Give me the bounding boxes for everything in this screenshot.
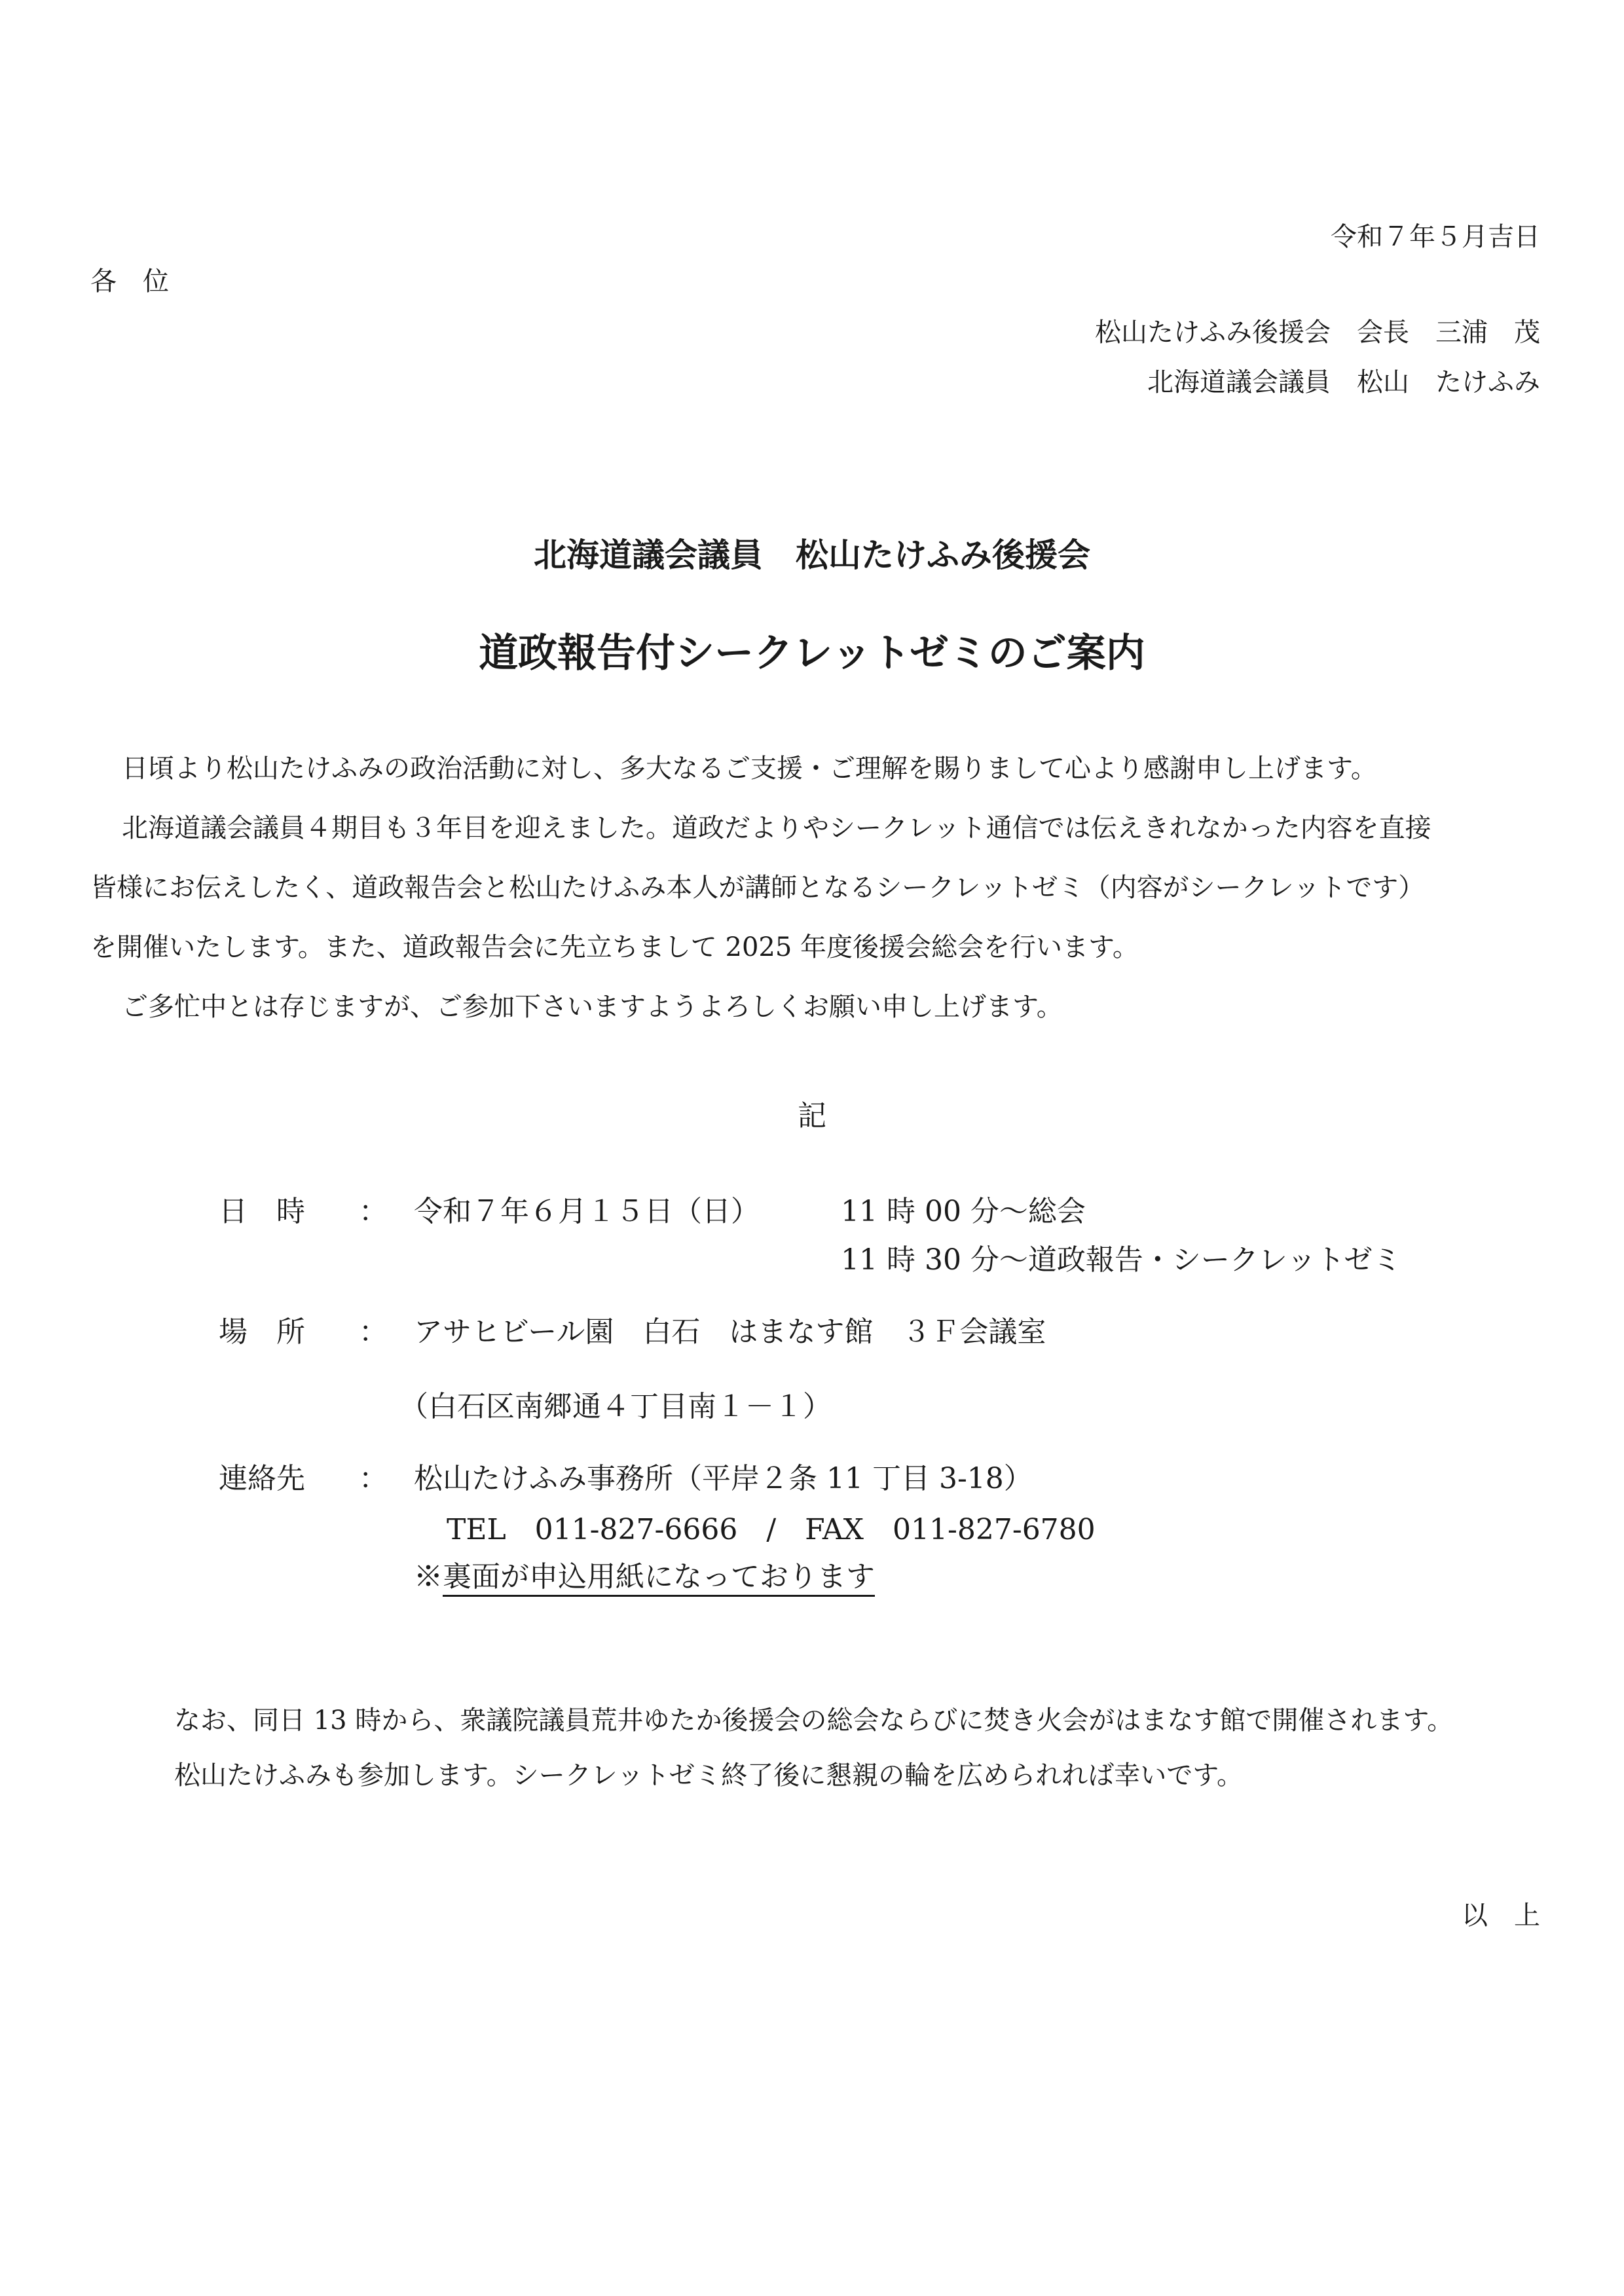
footer-note-line-2: 松山たけふみも参加します。シークレットゼミ終了後に懇親の輪を広められれば幸いです。 (174, 1760, 1243, 1791)
closing-mark: 以 上 (1462, 1901, 1540, 1931)
body-line-5: ご多忙中とは存じますが、ご参加下さいますようよろしくお願い申し上げます。 (122, 992, 1063, 1022)
note-mark: ※ (414, 1560, 443, 1594)
place-address: （白石区南郷通４丁目南１－１） (399, 1390, 832, 1423)
document-date: 令和７年５月吉日 (1331, 222, 1540, 252)
record-mark: 記 (798, 1099, 826, 1133)
body-line-1: 日頃より松山たけふみの政治活動に対し、多大なるご支援・ご理解を賜りまして心より感謝申し上げます。 (122, 754, 1377, 784)
datetime-colon: ： (359, 1195, 388, 1228)
place-label: 場 所 (219, 1315, 305, 1349)
sender-line-2: 北海道議会議員 松山 たけふみ (1147, 367, 1540, 397)
body-line-4: を開催いたします。また、道政報告会に先立ちまして 2025 年度後援会総会を行います。 (90, 932, 1139, 962)
datetime-time-1: 11 時 00 分～総会 (841, 1195, 1086, 1228)
contact-colon: ： (359, 1462, 388, 1495)
contact-label: 連絡先 (219, 1462, 305, 1495)
body-line-2: 北海道議会議員４期目も３年目を迎えました。道政だよりやシークレット通信では伝えきれなかった内容を直接 (122, 813, 1431, 843)
body-line-3: 皆様にお伝えしたく、道政報告会と松山たけふみ本人が講師となるシークレットゼミ（内容がシークレットです） (90, 873, 1425, 903)
reverse-side-note: 裏面が申込用紙になっております (443, 1560, 875, 1597)
sender-line-1: 松山たけふみ後援会 会長 三浦 茂 (1095, 318, 1540, 348)
place-colon: ： (359, 1315, 388, 1349)
contact-note (414, 1553, 875, 1595)
addressee: 各 位 (90, 266, 169, 297)
document-title-organization: 北海道議会議員 松山たけふみ後援会 (534, 536, 1090, 574)
datetime-label: 日 時 (219, 1195, 305, 1228)
contact-phone-fax: TEL 011-827-6666 / FAX 011-827-6780 (447, 1513, 1096, 1546)
footer-note-line-1: なお、同日 13 時から、衆議院議員荒井ゆたか後援会の総会ならびに焚き火会がはまなす館で開催されます。 (174, 1705, 1454, 1736)
document-title-main: 道政報告付シークレットゼミのご案内 (479, 630, 1145, 676)
contact-office: 松山たけふみ事務所（平岸２条 11 丁目 3-18） (414, 1462, 1033, 1495)
datetime-date: 令和７年６月１５日（日） (414, 1195, 760, 1228)
datetime-time-2: 11 時 30 分～道政報告・シークレットゼミ (841, 1243, 1402, 1277)
body-paragraph (90, 753, 1557, 1051)
place-value: アサヒビール園 白石 はまなす館 ３Ｆ会議室 (414, 1315, 1046, 1349)
